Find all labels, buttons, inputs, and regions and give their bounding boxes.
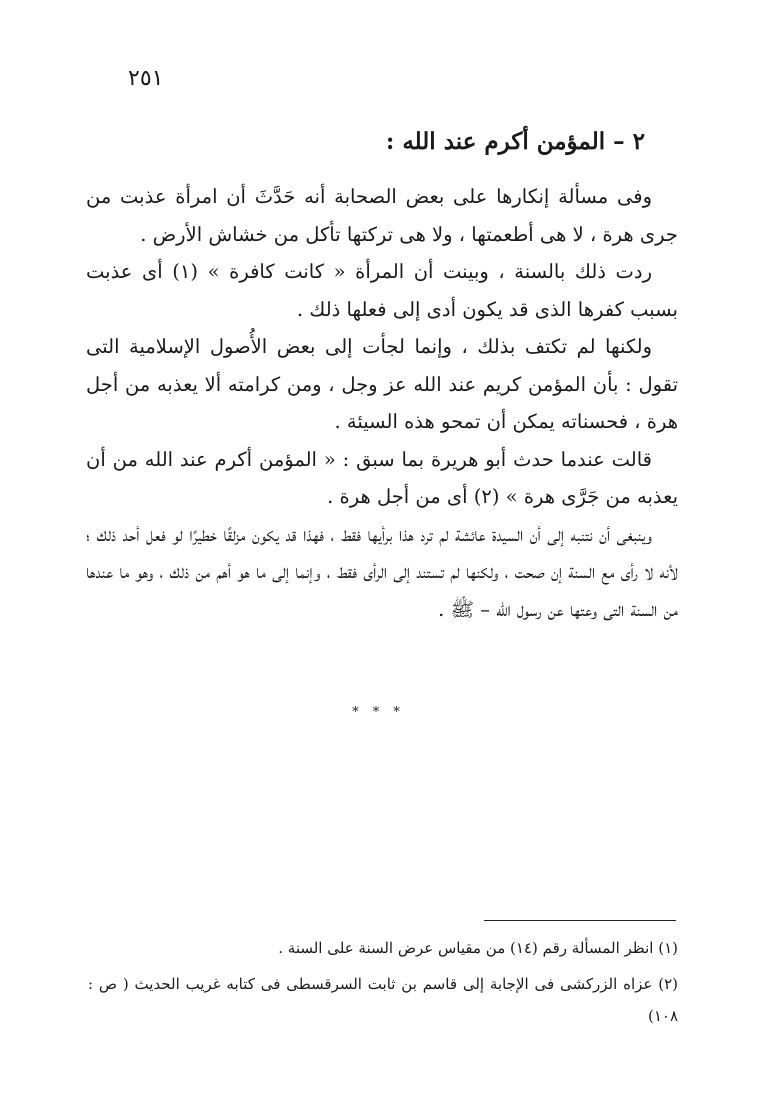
body-text — [86, 178, 678, 628]
paragraph-2: ردت ذلك بالسنة ، وبينت أن المرأة « كانت كافرة » (١) أى عذبت بسبب كفرها الذى قد يكون أدى إلى فعلها ذلك . — [86, 260, 678, 321]
footnote-divider — [484, 920, 676, 921]
section-heading: ٢ – المؤمن أكرم عند الله : — [385, 128, 645, 155]
footnote-2: (٢) عزاه الزركشى فى الإجابة إلى قاسم بن ثابت السرقسطى فى كتابه غريب الحديث ( ص : ١٠٨) — [88, 975, 678, 1025]
footnote-1: (١) انظر المسألة رقم (١٤) من مقياس عرض السنة على السنة . — [278, 939, 678, 957]
paragraph-3: ولكنها لم تكتف بذلك ، وإنما لجأت إلى بعض الأُصول الإسلامية التى تقول : بأن المؤمن كريم عند الله عز وجل ، ومن كرامته ألا يعذبه من أجل هرة ، فحسناته يمكن أن تمحو هذه السيئة . — [86, 335, 678, 433]
paragraph-1: وفى مسألة إنكارها على بعض الصحابة أنه حَدَّثَ أن امرأة عذبت من جرى هرة ، لا هى أطعمتها ، ولا هى تركتها تأكل من خشاش الأرض . — [86, 185, 678, 246]
paragraph-5: وينبغى أن نتنبه إلى أن السيدة عائشة لم ترد هذا برأيها فقط ، فهذا قد يكون مزلقًا خطيرًا لو فعل أحد ذلك ؛ لأنه لا رأى مع السنة إن صحت ، ولكنها لم تستند إلى الرأى فقط ، وإنما إلى ما هو أهم من ذلك ، وهو ما عندها من السنة التى وعتها عن رسول الله – ﷺ . — [86, 522, 678, 621]
page-number: ٢٥١ — [128, 66, 164, 91]
paragraph-4: قالت عندما حدث أبو هريرة بما سبق : « المؤمن أكرم عند الله من أن يعذبه من جَرَّى هرة » (٢) أى من أجل هرة . — [86, 447, 678, 508]
footnotes — [88, 932, 678, 1038]
section-separator: * * * — [352, 705, 405, 720]
